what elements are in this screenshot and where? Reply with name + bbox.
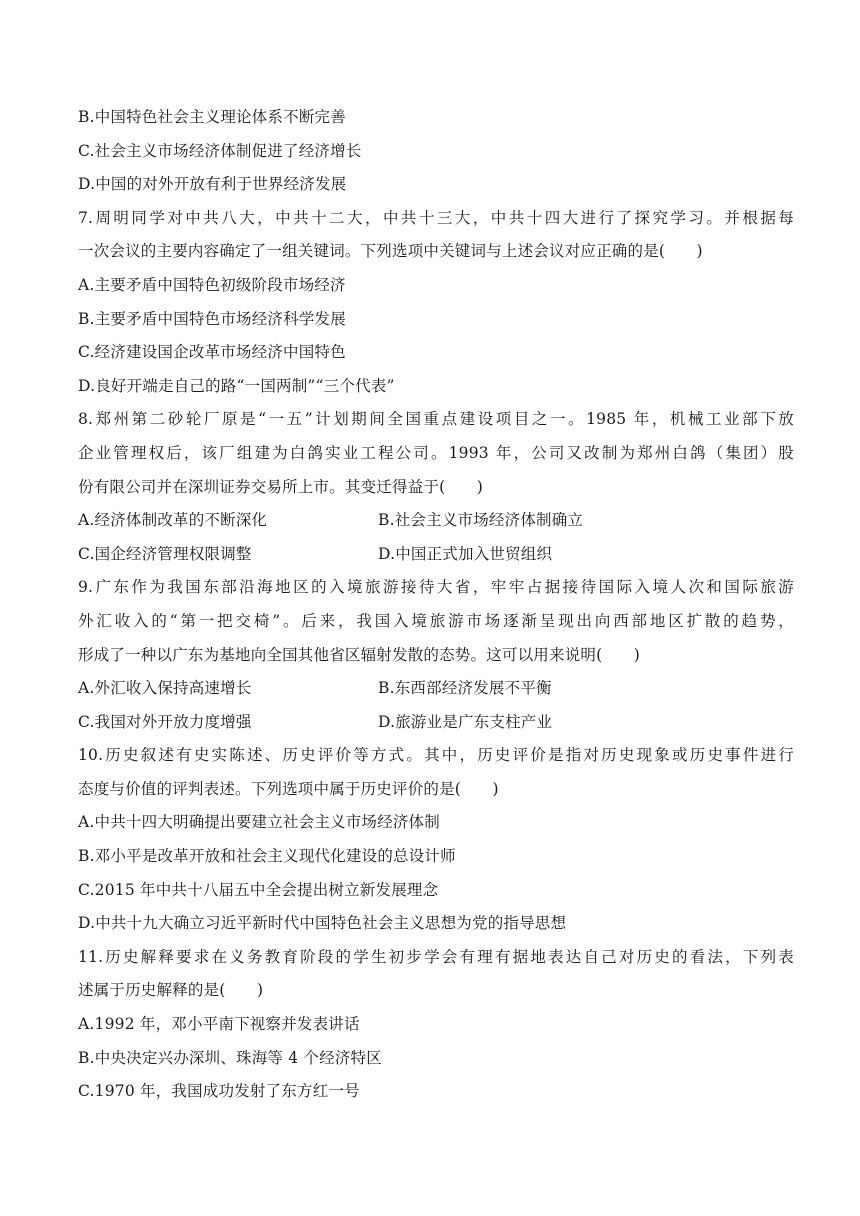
question-7-stem-line-2: 一次会议的主要内容确定了一组关键词。下列选项中关键词与上述会议对应正确的是( ): [78, 242, 703, 261]
question-7-stem-line-1: 7.周明同学对中共八大，中共十二大，中共十三大，中共十四大进行了探究学习。并根据每: [78, 208, 794, 227]
question-9-stem-line-1: 9.广东作为我国东部沿海地区的入境旅游接待大省，牢牢占据接待国际入境人次和国际旅游: [78, 578, 794, 597]
option-7a: A.主要矛盾中国特色初级阶段市场经济: [78, 275, 346, 294]
option-11b: B.中央决定兴办深圳、珠海等 4 个经济特区: [78, 1048, 382, 1067]
option-10c: C.2015 年中共十八届五中全会提出树立新发展理念: [78, 880, 439, 899]
option-9c: C.我国对外开放力度增强: [78, 712, 252, 731]
question-11-stem-line-2: 述属于历史解释的是( ): [78, 981, 264, 1000]
option-11c: C.1970 年，我国成功发射了东方红一号: [78, 1082, 360, 1101]
option-9b: B.东西部经济发展不平衡: [378, 679, 552, 698]
option-6c: C.社会主义市场经济体制促进了经济增长: [78, 141, 362, 160]
option-7d: D.良好开端走自己的路“一国两制”“三个代表”: [78, 376, 395, 395]
question-10-stem-line-1: 10.历史叙述有史实陈述、历史评价等方式。其中，历史评价是指对历史现象或历史事件进行: [78, 746, 794, 765]
option-10d: D.中共十九大确立习近平新时代中国特色社会主义思想为党的指导思想: [78, 914, 567, 933]
option-9d: D.旅游业是广东支柱产业: [378, 712, 553, 731]
question-8-stem-line-3: 份有限公司并在深圳证券交易所上市。其变迁得益于( ): [78, 477, 483, 496]
question-8-stem-line-2: 企业管理权后，该厂组建为白鸽实业工程公司。1993 年，公司又改制为郑州白鸽（集团）股: [78, 443, 794, 462]
question-10-stem-line-2: 态度与价值的评判表述。下列选项中属于历史评价的是( ): [78, 779, 499, 798]
option-10a: A.中共十四大明确提出要建立社会主义市场经济体制: [78, 813, 440, 832]
option-8a: A.经济体制改革的不断深化: [78, 511, 268, 530]
option-9a: A.外汇收入保持高速增长: [78, 679, 252, 698]
option-8d: D.中国正式加入世贸组织: [378, 544, 553, 563]
option-6b: B.中国特色社会主义理论体系不断完善: [78, 108, 346, 126]
option-8c: C.国企经济管理权限调整: [78, 544, 252, 563]
option-8b: B.社会主义市场经济体制确立: [378, 511, 584, 530]
document-content: [78, 101, 794, 1109]
question-9-options-row-1: [78, 672, 794, 706]
option-10b: B.邓小平是改革开放和社会主义现代化建设的总设计师: [78, 847, 456, 866]
question-9-options-row-2: [78, 706, 794, 740]
option-7b: B.主要矛盾中国特色市场经济科学发展: [78, 309, 346, 328]
question-8-options-row-1: [78, 504, 794, 538]
option-11a: A.1992 年，邓小平南下视察并发表讲话: [78, 1015, 360, 1034]
question-8-stem-line-1: 8.郑州第二砂轮厂原是“一五”计划期间全国重点建设项目之一。1985 年，机械工业部下放: [78, 410, 794, 429]
question-9-stem-line-3: 形成了一种以广东为基地向全国其他省区辐射发散的态势。这可以用来说明( ): [78, 645, 640, 664]
option-7c: C.经济建设国企改革市场经济中国特色: [78, 343, 346, 362]
question-8-options-row-2: [78, 538, 794, 572]
question-9-stem-line-2: 外汇收入的“第一把交椅”。后来，我国入境旅游市场逐渐呈现出向西部地区扩散的趋势，: [78, 611, 794, 630]
question-11-stem-line-1: 11.历史解释要求在义务教育阶段的学生初步学会有理有据地表达自己对历史的看法，下列表: [78, 947, 794, 966]
option-6d: D.中国的对外开放有利于世界经济发展: [78, 175, 347, 194]
